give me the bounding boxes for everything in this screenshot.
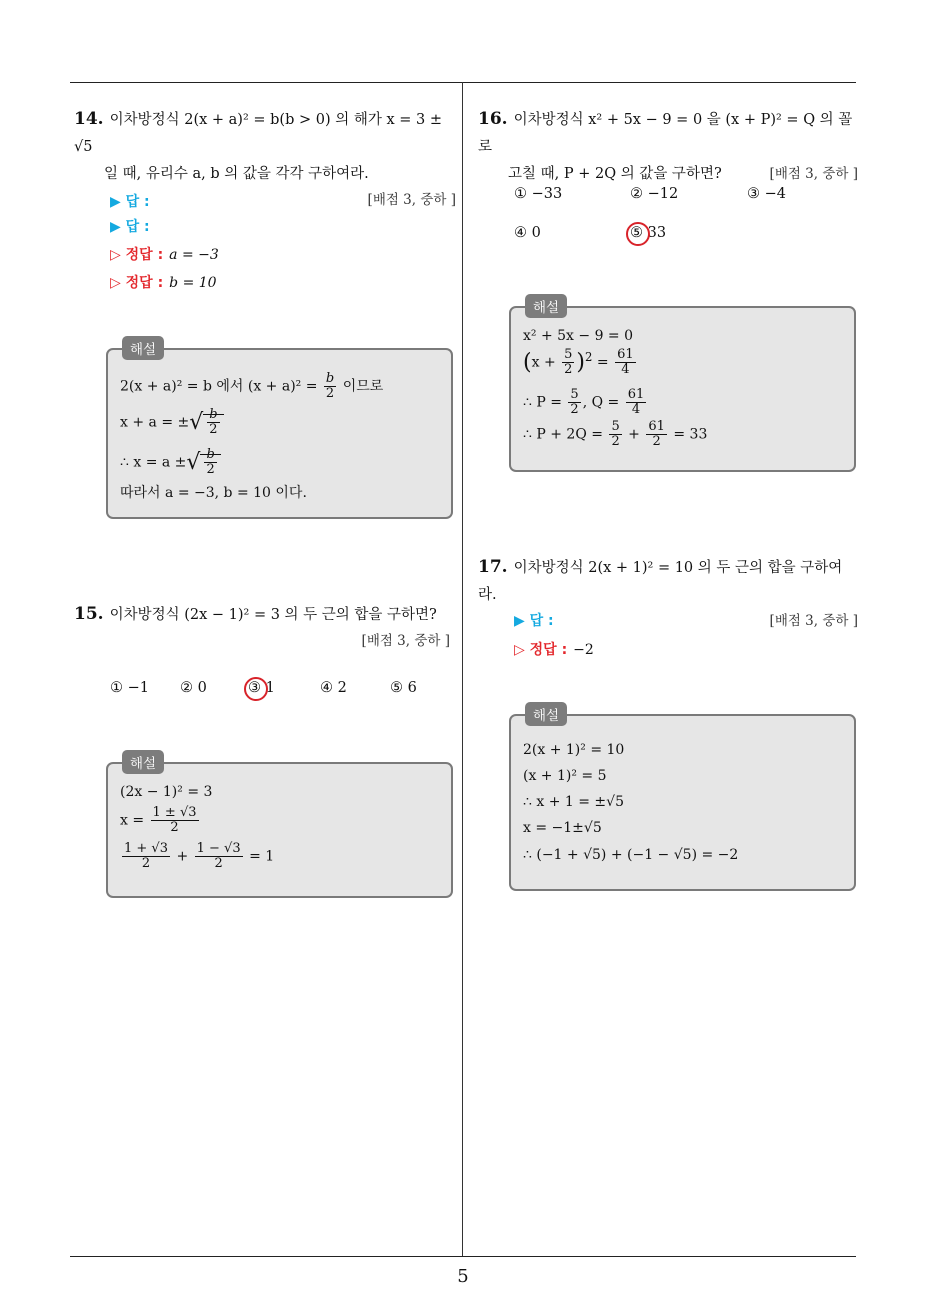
correct-answer-row: ▷ 정답 : b = 10 — [110, 275, 217, 291]
choice-1[interactable]: ① −1 — [110, 680, 149, 696]
problem-text: 이차방정식 x² + 5x − 9 = 0 을 (x + P)² = Q 의 꼴로 — [478, 112, 853, 155]
problem-number: 16. — [478, 109, 508, 129]
problem-text: 일 때, 유리수 a, b 의 값을 각각 구하여라. — [104, 166, 369, 182]
answer-input-row[interactable]: ▶ 답 : — [110, 194, 150, 210]
choice-4[interactable]: ④ 2 — [320, 680, 347, 696]
solution-line: x² + 5x − 9 = 0 — [523, 328, 634, 344]
problem-text: 이차방정식 (2x − 1)² = 3 의 두 근의 합을 구하면? — [109, 607, 437, 623]
score-meta: [배점 3, 중하 ] — [769, 166, 858, 182]
solution-line: (2x − 1)² = 3 — [120, 784, 213, 800]
solution-box — [509, 300, 856, 472]
choice-3[interactable]: ③ −4 — [747, 186, 786, 202]
solution-line: ∴ x = a ±√ $\frac{b}{2}$ — [120, 448, 221, 477]
solution-tag: 해설 — [525, 294, 567, 318]
solution-line: (x + $\frac{5}{2}$ )$^2$ = $\frac{61}{4}$ — [523, 347, 634, 377]
solution-line: ∴ P + 2Q = $\frac{5}{2}$ + $\frac{61}{2}$ = 33 — [523, 419, 708, 449]
problem-number: 14. — [74, 109, 104, 129]
correct-answer-row: ▷ 정답 : −2 — [514, 642, 594, 658]
solution-tag: 해설 — [122, 336, 164, 360]
top-rule — [70, 82, 856, 83]
problem-text: 이차방정식 2(x + 1)² = 10 의 두 근의 합을 구하여라. — [478, 560, 843, 603]
solution-line: 2(x + 1)² = 10 — [523, 742, 625, 758]
solution-box — [106, 756, 453, 898]
choice-4[interactable]: ④ 0 — [514, 225, 541, 241]
problem-14-stem — [74, 106, 456, 161]
choice-2[interactable]: ② 0 — [180, 680, 207, 696]
problem-text: 고칠 때, P + 2Q 의 값을 구하면? — [508, 166, 722, 182]
solution-tag: 해설 — [525, 702, 567, 726]
problem-text: 이차방정식 2(x + a)² = b(b > 0) 의 해가 x = 3 ± √5 — [74, 112, 442, 155]
score-meta: [배점 3, 중하 ] — [361, 633, 450, 649]
solution-line: ∴ x + 1 = ±√5 — [523, 794, 624, 810]
problem-number: 15. — [74, 604, 104, 624]
score-meta: [배점 3, 중하 ] — [769, 613, 858, 629]
problem-15 — [74, 601, 450, 649]
solution-line: (x + 1)² = 5 — [523, 768, 607, 784]
solution-line: ∴ P = $\frac{5}{2}$ , Q = $\frac{61}{4}$ — [523, 387, 645, 417]
column-divider — [462, 82, 463, 1256]
selected-answer-circle — [626, 222, 650, 246]
choice-2[interactable]: ② −12 — [630, 186, 679, 202]
solution-line: ∴ (−1 + √5) + (−1 − √5) = −2 — [523, 847, 739, 863]
solution-line: 따라서 a = −3, b = 10 이다. — [120, 485, 307, 501]
choice-3[interactable]: ③ 1 — [248, 680, 275, 696]
problem-16-line2 — [478, 161, 858, 188]
problem-16 — [478, 106, 858, 188]
solution-tag: 해설 — [122, 750, 164, 774]
solution-box — [509, 708, 856, 891]
selected-answer-circle — [244, 677, 268, 701]
problem-number: 17. — [478, 557, 508, 577]
solution-line: $\frac{1 + √3}{2}$ + $\frac{1 - √3}{2}$ = 1 — [124, 841, 275, 871]
choice-5[interactable]: ⑤ 33 — [630, 225, 667, 241]
answer-input-row[interactable]: ▶ 답 : — [110, 219, 150, 235]
choice-5[interactable]: ⑤ 6 — [390, 680, 417, 696]
choice-1[interactable]: ① −33 — [514, 186, 563, 202]
solution-line: x = −1±√5 — [523, 820, 602, 836]
page-number: 5 — [457, 1266, 469, 1287]
solution-line: 2(x + a)² = b 에서 (x + a)² = $\frac{b}{2}$ 이므로 — [120, 371, 384, 401]
solution-box — [106, 342, 453, 519]
solution-line: x = $\frac{1 \pm √3}{2}$ — [120, 805, 197, 835]
bottom-rule — [70, 1256, 856, 1257]
solution-line: x + a = ±√ $\frac{b}{2}$ — [120, 408, 224, 437]
correct-answer-row: ▷ 정답 : a = −3 — [110, 247, 219, 263]
score-meta: [배점 3, 중하 ] — [367, 192, 456, 208]
answer-input-row[interactable]: ▶ 답 : — [514, 613, 554, 629]
